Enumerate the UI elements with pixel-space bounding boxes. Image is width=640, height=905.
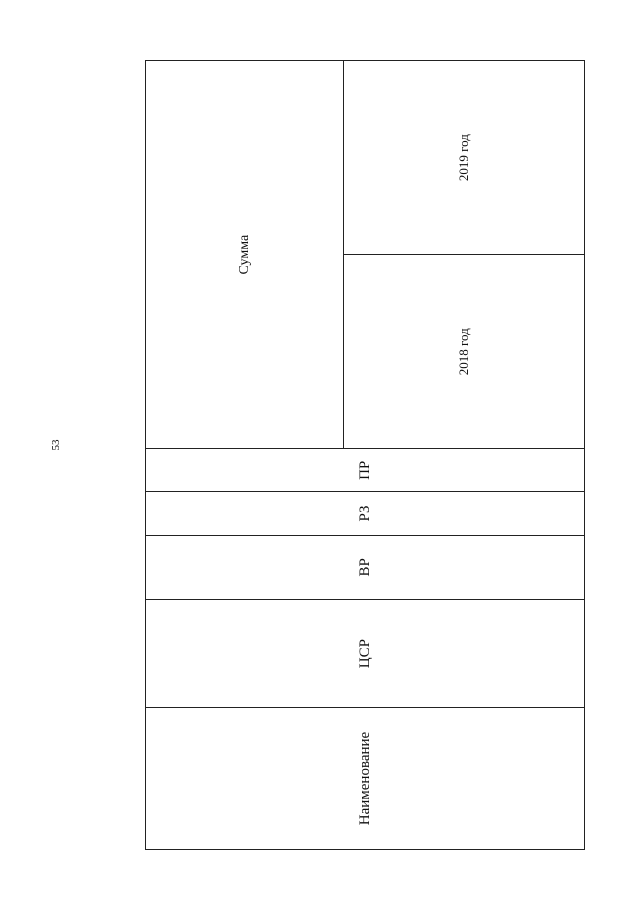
rotated-table-container [145, 60, 585, 850]
header-row [146, 61, 344, 850]
header-sum: Сумма [146, 61, 344, 449]
budget-table [145, 60, 585, 850]
header-2019: 2019 год [344, 61, 585, 255]
table-body [146, 61, 585, 850]
page-number: 53 [50, 439, 62, 451]
header-name: Наименование [146, 708, 585, 850]
header-rz: РЗ [146, 492, 585, 535]
header-vr: ВР [146, 535, 585, 600]
header-2018: 2018 год [344, 255, 585, 449]
header-pr: ПР [146, 449, 585, 492]
header-csr: ЦСР [146, 600, 585, 708]
